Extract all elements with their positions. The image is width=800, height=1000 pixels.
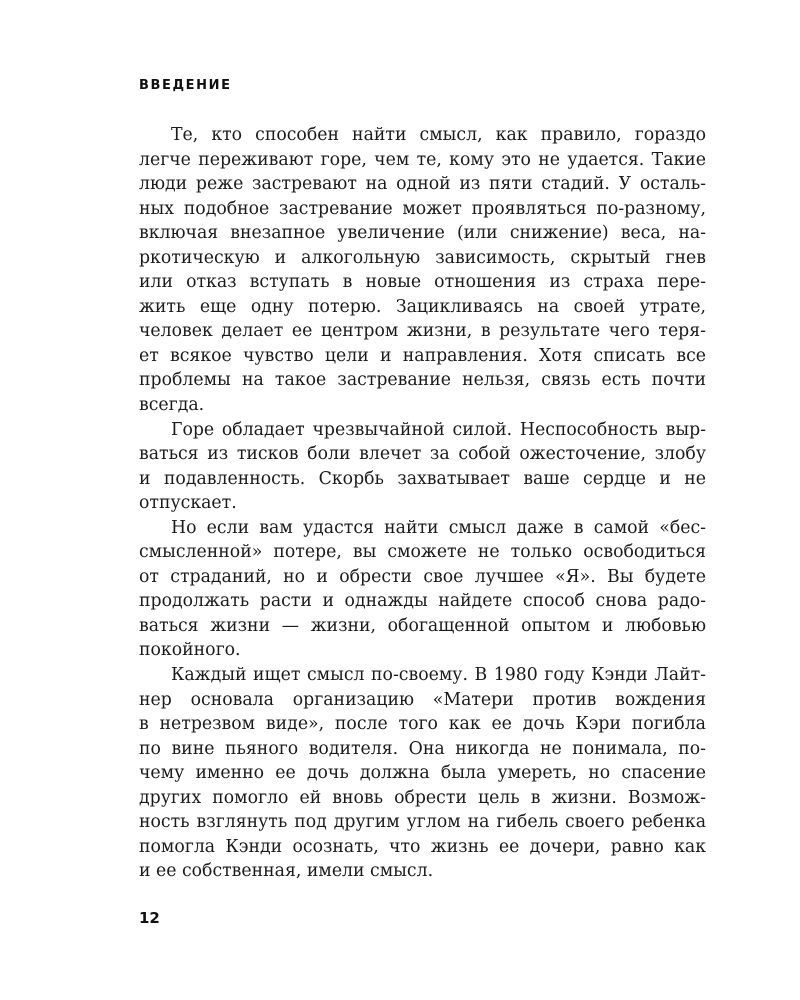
text-line: или отказ вступать в новые отношения из страха пере- [139, 272, 706, 293]
text-line: ваться из тисков боли влечет за собой ожесточение, злобу [139, 444, 706, 465]
text-line: в нетрезвом виде», после того как ее дочь Кэри погибла [139, 714, 706, 735]
text-line: Каждый ищет смысл по-своему. В 1980 году Кэнди Лайт- [171, 665, 706, 686]
text-line: проблемы на такое застревание нельзя, связь есть почти [139, 370, 706, 391]
text-line: и подавленность. Скорбь захватывает ваше сердце и не [139, 468, 706, 489]
text-line: других помогло ей вновь обрести цель в жизни. Возмож- [139, 787, 706, 808]
text-line: всегда. [139, 395, 205, 416]
page-number: 12 [139, 909, 160, 927]
text-line: включая внезапное увеличение (или снижение) веса, на- [139, 223, 706, 244]
text-line: нер основала организацию «Матери против вождения [139, 689, 706, 710]
text-line: ет всякое чувство цели и направления. Хотя списать все [139, 345, 706, 366]
text-line: чему именно ее дочь должна была умереть, но спасение [139, 763, 706, 784]
text-line: помогла Кэнди осознать, что жизнь ее дочери, равно как [139, 836, 706, 857]
body-text [139, 123, 706, 884]
text-line: ркотическую и алкогольную зависимость, скрытый гнев [139, 247, 706, 268]
text-line: и ее собственная, имели смысл. [139, 861, 434, 882]
text-line: Те, кто способен найти смысл, как правило, гораздо [171, 125, 706, 145]
text-line: Но если вам удастся найти смысл даже в самой «бес- [171, 517, 706, 538]
text-line: ваться жизни — жизни, обогащенной опытом и любовью [139, 615, 706, 636]
text-line: ность взглянуть под другим углом на гибель своего ребенка [139, 812, 706, 833]
text-line: продолжать расти и однажды найдете способ снова радо- [139, 591, 706, 612]
text-line: покойного. [139, 640, 241, 661]
text-line: смысленной» потере, вы сможете не только освободиться [139, 542, 706, 563]
text-line: жить еще одну потерю. Зацикливаясь на своей утрате, [139, 296, 706, 317]
running-title: ВВЕДЕНИЕ [139, 78, 232, 93]
text-line: от страданий, но и обрести свое лучшее «Я». Вы будете [139, 566, 706, 587]
text-line: по вине пьяного водителя. Она никогда не понимала, по- [139, 738, 706, 759]
text-line: Горе обладает чрезвычайной силой. Неспособность выр- [171, 419, 706, 440]
text-line: ных подобное застревание может проявляться по-разному, [139, 198, 706, 219]
text-line: человек делает ее центром жизни, в результате чего теря- [139, 321, 706, 342]
text-line: люди реже застревают на одной из пяти стадий. У осталь- [139, 174, 706, 195]
text-line: отпускает. [139, 493, 237, 514]
text-line: легче переживают горе, чем те, кому это не удается. Такие [139, 149, 706, 170]
